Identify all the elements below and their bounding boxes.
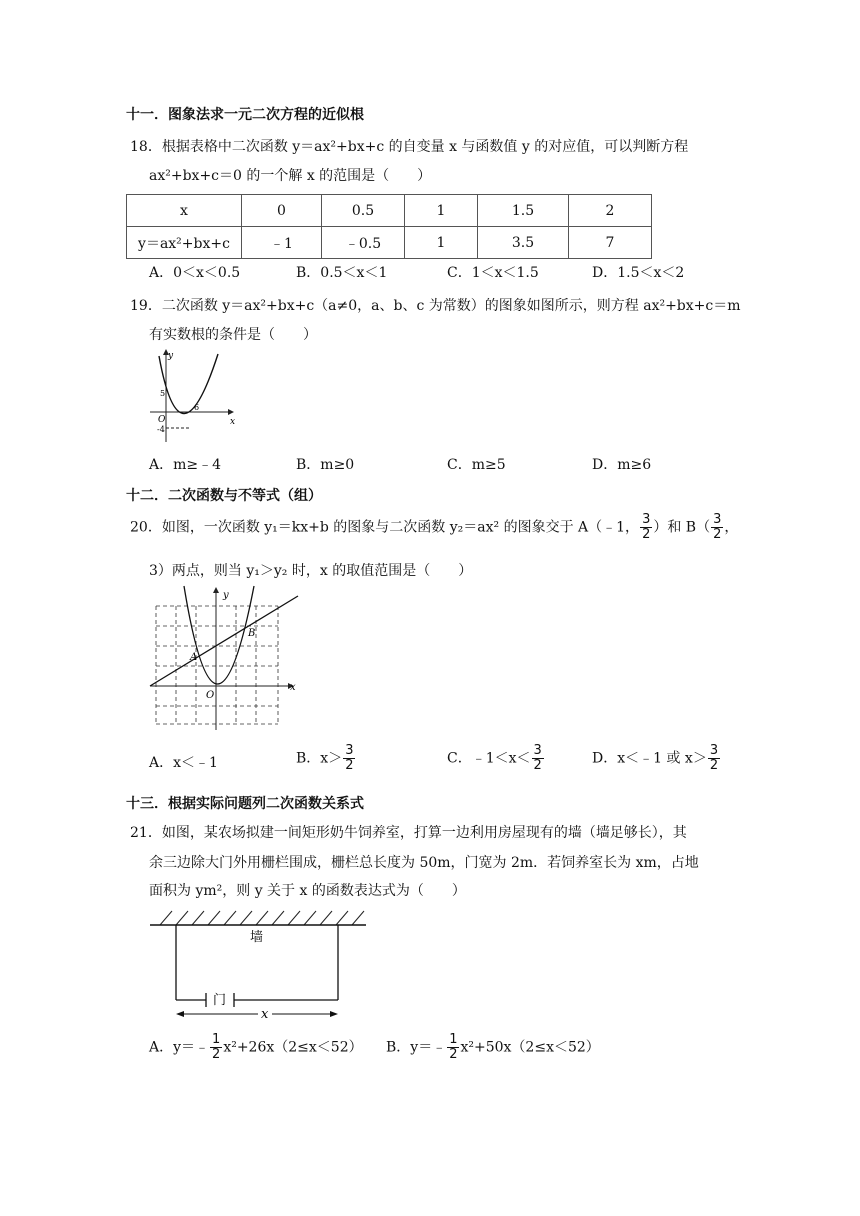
table-cell: ﹣1 [242, 227, 322, 259]
table-cell: ﹣0.5 [322, 227, 405, 259]
q18-option-a[interactable]: A．0＜x＜0.5 [149, 265, 241, 281]
table-cell: x [127, 195, 242, 227]
fraction-three-halves [708, 744, 720, 773]
option-text: D．x＜﹣1 或 x＞ [592, 750, 707, 767]
option-text: x²+50x（2≤x＜52） [460, 1039, 600, 1056]
fraction-three-halves [711, 513, 723, 542]
section-title-11: 十一．图象法求一元二次方程的近似根 [126, 107, 364, 123]
q19-stem-line2: 有实数根的条件是（ ） [149, 327, 317, 343]
table-row [127, 227, 652, 259]
section-title-13: 十三．根据实际问题列二次函数关系式 [126, 796, 364, 812]
q19-option-a[interactable]: A．m≥﹣4 [149, 457, 222, 473]
fraction-numerator: 3 [713, 512, 722, 527]
q20-stem-part-a: 20．如图，一次函数 y₁＝kx+b 的图象与二次函数 y₂＝ax² 的图象交于 A（﹣1， [130, 519, 640, 536]
q19-option-d[interactable]: D．m≥6 [592, 457, 652, 473]
fraction-denominator: 2 [533, 758, 542, 773]
origin-label: O [158, 415, 166, 425]
table-row [127, 195, 652, 227]
parabola-curve [159, 354, 218, 414]
dimension-arrow-right [330, 1011, 338, 1017]
q20-stem-line1 [130, 513, 738, 542]
q20-stem-part-b: ）和 B（ [653, 519, 711, 536]
table-cell: 3.5 [478, 227, 569, 259]
fraction-denominator: 2 [345, 758, 354, 773]
point-a-label: A [190, 652, 198, 663]
q18-option-d[interactable]: D．1.5＜x＜2 [592, 265, 685, 281]
fraction-one-half [447, 1033, 459, 1062]
fraction-denominator: 2 [709, 758, 719, 773]
table-cell: 1.5 [478, 195, 569, 227]
tick-label-5: 5 [160, 389, 166, 398]
table-cell: 7 [569, 227, 652, 259]
tick-label-neg4: -4 [157, 425, 165, 434]
fraction-denominator: 2 [449, 1047, 458, 1062]
option-text: B．y＝﹣ [386, 1039, 447, 1056]
q18-stem-line2: ax²+bx+c＝0 的一个解 x 的范围是（ ） [149, 168, 432, 184]
option-text: A．y＝﹣ [149, 1039, 210, 1056]
x-axis-label: x [230, 417, 236, 427]
fraction-three-halves [343, 744, 355, 773]
fraction-denominator: 2 [642, 527, 651, 542]
table-cell: 1 [405, 195, 478, 227]
fraction-three-halves [640, 513, 652, 542]
wall-label: 墙 [250, 930, 264, 945]
q21-option-a[interactable] [149, 1033, 363, 1062]
x-axis-label: x [290, 682, 296, 693]
table-cell: 0.5 [322, 195, 405, 227]
section-title-12: 十二．二次函数与不等式（组） [126, 488, 322, 504]
q19-parabola-graph [146, 346, 238, 444]
fraction-numerator: 3 [709, 743, 719, 758]
q21-stem-line2: 余三边除大门外用栅栏围成，栅栏总长度为 50m，门宽为 2m．若饲养室长为 xm，占地 [149, 855, 699, 871]
y-axis-label: y [168, 351, 174, 361]
q20-stem-part-c: ， [724, 519, 739, 536]
fraction-numerator: 3 [642, 512, 651, 527]
q18-value-table [126, 194, 652, 259]
table-cell: y＝ax²+bx+c [127, 227, 242, 259]
fraction-one-half [210, 1033, 222, 1062]
q20-option-d[interactable] [592, 744, 721, 773]
linear-function-line [150, 596, 298, 686]
q21-option-b[interactable] [386, 1033, 600, 1062]
q21-enclosure-figure [146, 905, 368, 1021]
q18-option-b[interactable]: B．0.5＜x＜1 [296, 265, 388, 281]
fraction-numerator: 1 [449, 1032, 458, 1047]
fraction-numerator: 1 [212, 1032, 221, 1047]
q19-option-c[interactable]: C．m≥5 [447, 457, 506, 473]
option-text: x²+26x（2≤x＜52） [223, 1039, 363, 1056]
fraction-denominator: 2 [713, 527, 722, 542]
point-b-label: B [248, 628, 256, 639]
q18-option-c[interactable]: C．1＜x＜1.5 [447, 265, 539, 281]
table-cell: 1 [405, 227, 478, 259]
x-axis-arrow [228, 409, 234, 415]
q21-stem-line3: 面积为 ym²，则 y 关于 x 的函数表达式为（ ） [149, 883, 466, 899]
fraction-numerator: 3 [345, 743, 354, 758]
origin-label: O [206, 690, 215, 701]
y-axis-arrow [213, 587, 219, 593]
dashed-grid [156, 606, 278, 724]
wall-hatching [160, 911, 364, 925]
q20-stem-line2: 3）两点，则当 y₁＞y₂ 时，x 的取值范围是（ ） [149, 563, 473, 579]
option-text: C．﹣1＜x＜ [447, 750, 531, 767]
y-axis-label: y [223, 590, 229, 601]
option-text: B．x＞ [296, 750, 343, 767]
length-label-x: x [261, 1007, 269, 1021]
tick-label-6: 6 [194, 403, 200, 412]
fraction-three-halves [532, 744, 544, 773]
q21-stem-line1: 21．如图，某农场拟建一间矩形奶牛饲养室，打算一边利用房屋现有的墙（墙足够长），其 [130, 825, 687, 841]
dimension-arrow-left [176, 1011, 184, 1017]
door-label: 门 [213, 993, 227, 1008]
q19-stem-line1: 19．二次函数 y＝ax²+bx+c（a≠0，a、b、c 为常数）的图象如图所示，则方程 ax²+bx+c＝m [130, 298, 741, 314]
table-cell: 2 [569, 195, 652, 227]
q20-intersection-graph [146, 582, 304, 732]
q19-option-b[interactable]: B．m≥0 [296, 457, 355, 473]
q20-option-b[interactable] [296, 744, 356, 773]
table-cell: 0 [242, 195, 322, 227]
q18-stem-line1: 18．根据表格中二次函数 y＝ax²+bx+c 的自变量 x 与函数值 y 的对应值，可以判断方程 [130, 139, 689, 155]
fraction-numerator: 3 [533, 743, 542, 758]
fraction-denominator: 2 [212, 1047, 221, 1062]
q20-option-c[interactable] [447, 744, 545, 773]
parabola-curve [184, 586, 254, 684]
q20-option-a[interactable]: A．x＜﹣1 [149, 755, 218, 771]
